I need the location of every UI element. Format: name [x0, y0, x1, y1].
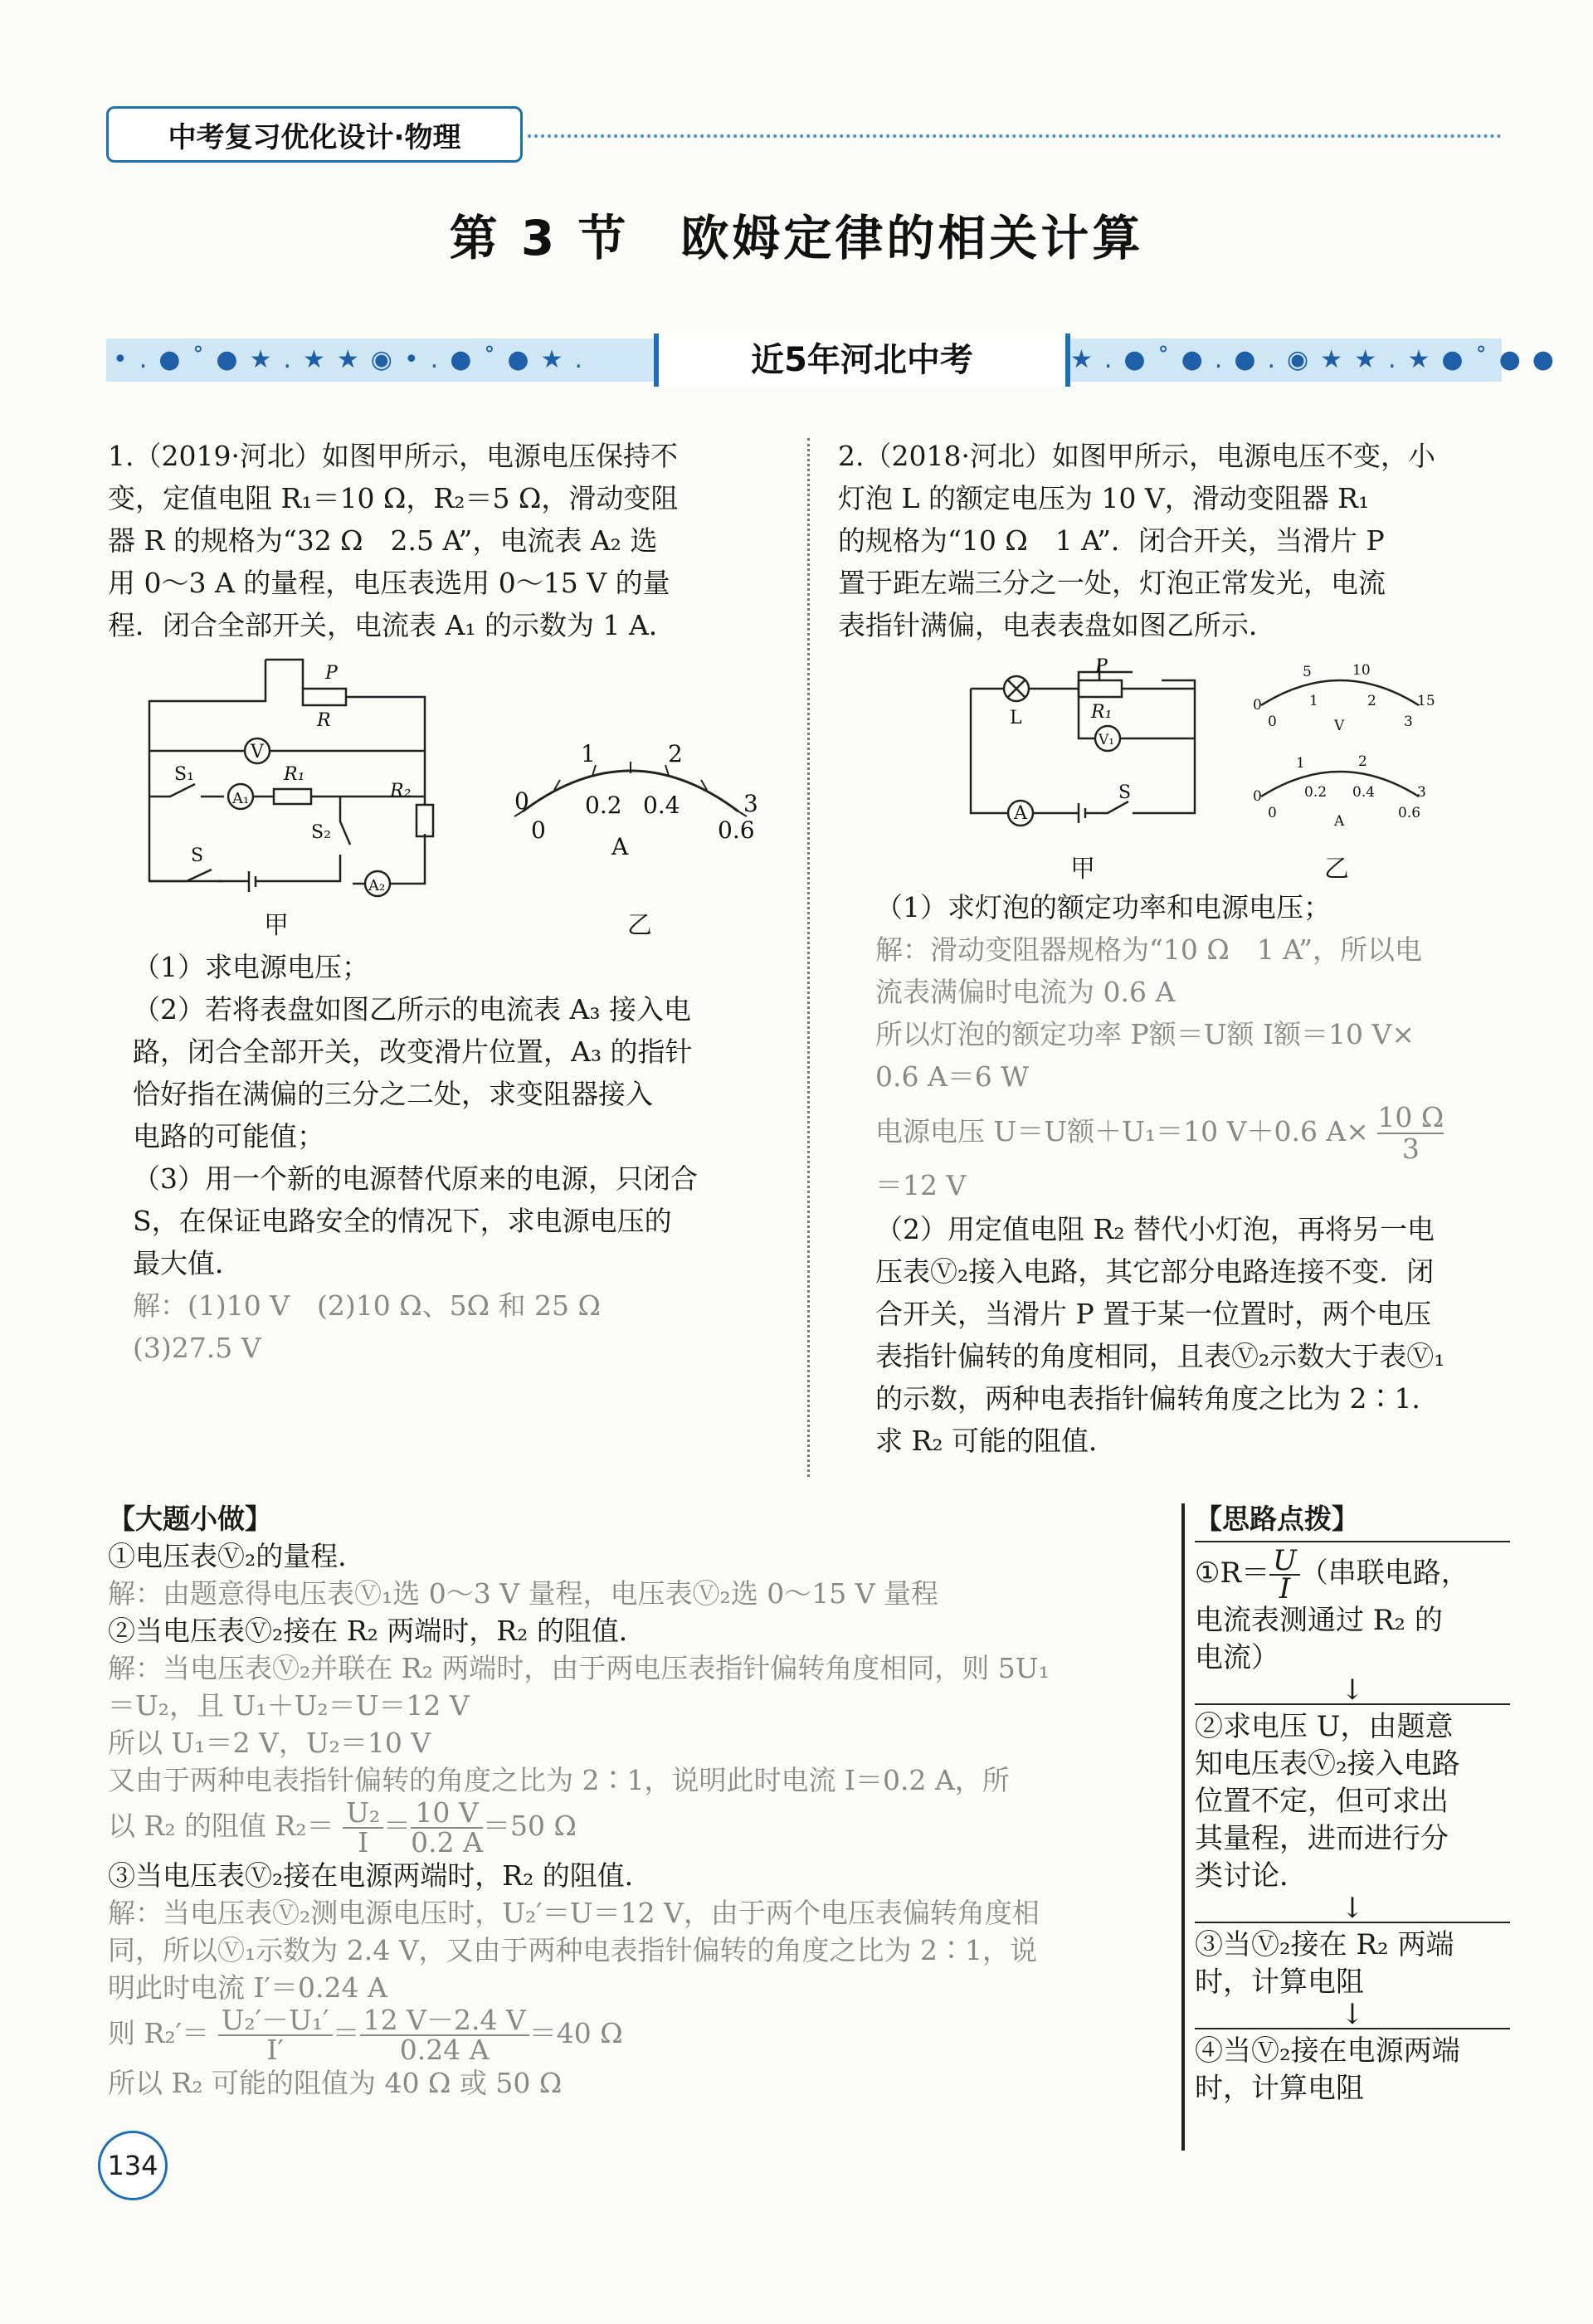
svg-text:R: R [317, 710, 331, 731]
side-divider [1181, 1503, 1185, 2151]
banner-dots-left: •.●˚●★.★★◉•.●˚●★. [113, 345, 594, 374]
svg-text:2: 2 [1367, 693, 1376, 709]
svg-text:A₂: A₂ [368, 877, 386, 894]
q1-fig-label-jia: 甲 [264, 911, 289, 940]
svg-text:3: 3 [743, 790, 758, 817]
svg-text:10: 10 [1352, 662, 1371, 679]
svg-text:0: 0 [1268, 714, 1277, 730]
svg-text:A₁: A₁ [232, 790, 250, 807]
svg-text:V₁: V₁ [1099, 732, 1115, 748]
book-title-tag: 中考复习优化设计·物理 [106, 106, 523, 163]
q1-answer-2: (3)27.5 V [133, 1332, 261, 1364]
svg-text:1: 1 [1296, 755, 1305, 772]
svg-text:P: P [1095, 656, 1108, 677]
question-2-stem: 2.（2018·河北）如图甲所示，电源电压不变，小 灯泡 L 的额定电压为 10 V，滑动变阻器 R₁ 的规格为“10 Ω 1 A”．闭合开关，当滑片 P 置于距左端三分之一处，灯泡正常发光，电流 表指针满偏，电表表盘如图乙所示． [838, 440, 1435, 641]
q1-ammeter-dial [498, 730, 763, 863]
page-title: 第 3 节 欧姆定律的相关计算 [449, 210, 1144, 266]
svg-text:V: V [1334, 718, 1345, 734]
q1-circuit-diagram [141, 655, 448, 913]
column-divider [807, 438, 810, 1477]
svg-text:0.4: 0.4 [643, 792, 680, 819]
arrow-down-icon: ↓ [1340, 1998, 1365, 2031]
svg-text:0.6: 0.6 [1398, 805, 1421, 821]
svg-text:A: A [611, 833, 629, 860]
svg-text:A: A [1014, 803, 1027, 824]
page-number: 134 [98, 2131, 168, 2200]
question-1-stem: 1.（2019·河北）如图甲所示，电源电压保持不 变，定值电阻 R₁＝10 Ω，R₂＝5 Ω，滑动变阻 器 R 的规格为“32 Ω 2.5 A”，电流表 A₂ 选 用 0～3 A 的量程，电压表选用 0～15 V 的量 程．闭合全部开关，电流表 A₁ 的示数为 1 A． [108, 440, 679, 641]
svg-text:0: 0 [1268, 805, 1277, 821]
svg-text:1: 1 [581, 740, 596, 767]
svg-text:0: 0 [514, 787, 529, 815]
svg-text:0.2: 0.2 [585, 792, 622, 819]
q1-fig-label-yi: 乙 [627, 911, 652, 940]
svg-text:L: L [1010, 708, 1022, 728]
question-1-subquestions: （1）求电源电压； （2）若将表盘如图乙所示的电流表 A₃ 接入电 路，闭合全部开关，改变滑片位置，A₃ 的指针 恰好指在满偏的三分之二处，求变阻器接入 电路的可能值； （3）用一个新的电源替代原来的电源，只闭合 S，在保证电路安全的情况下，求电源电压的 最大值． 解：(1)10 V (2)10 Ω、5Ω 和 25 Ω (3)27.5 V [133, 946, 780, 1369]
svg-text:S: S [191, 845, 204, 866]
svg-text:0.6: 0.6 [718, 816, 755, 844]
svg-text:0.4: 0.4 [1352, 784, 1376, 801]
banner-dots-right: ★.●˚●.●.◉★★.★●˚●● [1070, 345, 1566, 374]
svg-text:3: 3 [1417, 784, 1426, 801]
q2-circuit-diagram [962, 655, 1203, 838]
svg-text:2: 2 [1358, 753, 1367, 770]
svg-text:0: 0 [1253, 697, 1262, 714]
thinking-tips: 【思路点拨】 ①R＝ $\frac{U}{I}$ （串联电路， 电流表测通过 R₂ 的 电流） ↓ ②求电压 U，由题意 知电压表Ⓥ₂接入电路 位置不定，但可求出 其量程，进而进行分 类讨论． ↓ ③当Ⓥ₂接在 R₂ 两端 时，计算电阻 ↓ ④当Ⓥ₂接在电源两端 时，计算电阻 [1195, 1500, 1510, 2107]
svg-text:0: 0 [1253, 788, 1262, 805]
section-banner [106, 339, 1566, 382]
svg-text:0.2: 0.2 [1304, 784, 1328, 801]
svg-text:S₂: S₂ [311, 822, 331, 843]
svg-text:0: 0 [531, 816, 546, 844]
svg-text:R₁: R₁ [1091, 702, 1113, 723]
question-2-part-2: （2）用定值电阻 R₂ 替代小灯泡，再将另一电 压表Ⓥ₂接入电路，其它部分电路连接不变．闭 合开关，当滑片 P 置于某一位置时，两个电压 表指针偏转的角度相同，且表Ⓥ₂示数大于表Ⓥ₁ 的示数，两种电表指针偏转角度之比为 2∶1． 求 R₂ 可能的阻值． [875, 1213, 1445, 1457]
svg-text:1: 1 [1309, 693, 1318, 709]
svg-text:3: 3 [1404, 714, 1413, 730]
q2-voltmeter-dial [1245, 660, 1435, 747]
svg-text:2: 2 [668, 740, 683, 767]
svg-text:S: S [1118, 782, 1132, 803]
header-dotted-rule [528, 134, 1502, 138]
svg-text:A: A [1334, 813, 1345, 830]
svg-text:15: 15 [1417, 693, 1435, 709]
arrow-down-icon: ↓ [1340, 1674, 1365, 1707]
svg-text:5: 5 [1303, 664, 1312, 680]
q2-fig-label-jia: 甲 [1070, 855, 1095, 884]
q2-ammeter-dial [1245, 751, 1435, 838]
svg-text:P: P [325, 663, 338, 684]
svg-text:R₂: R₂ [390, 781, 412, 801]
svg-text:S₁: S₁ [174, 764, 194, 785]
arrow-down-icon: ↓ [1340, 1892, 1365, 1925]
big-question-breakdown: 【大题小做】 ①电压表Ⓥ₂的量程． 解：由题意得电压表Ⓥ₁选 0～3 V 量程，电压表Ⓥ₂选 0～15 V 量程 ②当电压表Ⓥ₂接在 R₂ 两端时，R₂ 的阻值． 解：当电压表Ⓥ₂并联在 R₂ 两端时，由于两电压表指针偏转角度相同，则 5U₁ ＝U₂，且 U₁＋U₂＝U＝12 V 所以 U₁＝2 V，U₂＝10 V 又由于两种电表指针偏转的角度之比为 2∶1，说明此时电流 I＝0.2 A，所 以 R₂ 的阻值 R₂＝ $\frac{\text{U₂}}{I}$ ＝ $\frac{10 V}{0.2 A}$ ＝50 Ω ③当电压表Ⓥ₂接在电源两端时，R₂ 的阻值． 解：当电压表Ⓥ₂测电源电压时，U₂′＝U＝12 V，由于两个电压表偏转角度相 同，所以Ⓥ₁示数为 2.4 V，又由于两种电表指针偏转的角度之比为 2∶1，说 明此时电流 I′＝0.24 A 则 R₂′＝ $\frac{\text{U₂′－U₁′}}{I'}$ ＝ $\frac{12 V-2.4 V}{0.24 A}$ ＝40 Ω 所以 R₂ 可能的阻值为 40 Ω 或 50 Ω [108, 1503, 1050, 2099]
q2-fig-label-yi: 乙 [1324, 855, 1349, 884]
q1-answer-1: 解：(1)10 V (2)10 Ω、5Ω 和 25 Ω [133, 1289, 601, 1322]
svg-text:V: V [251, 742, 264, 762]
question-2-part-1: （1）求灯泡的额定功率和电源电压； 解：滑动变阻器规格为“10 Ω 1 A”，所以电 流表满偏时电流为 0.6 A 所以灯泡的额定功率 P额＝U额 I额＝10 V× 0.6 A＝6 W 电源电压 U＝U额＋U₁＝10 V＋0.6 A× $\frac{10 \Omega}{3}$ ＝12 V [875, 891, 1444, 1201]
banner-title: 近5年河北中考 [654, 334, 1070, 387]
svg-text:R₁: R₁ [284, 764, 305, 785]
